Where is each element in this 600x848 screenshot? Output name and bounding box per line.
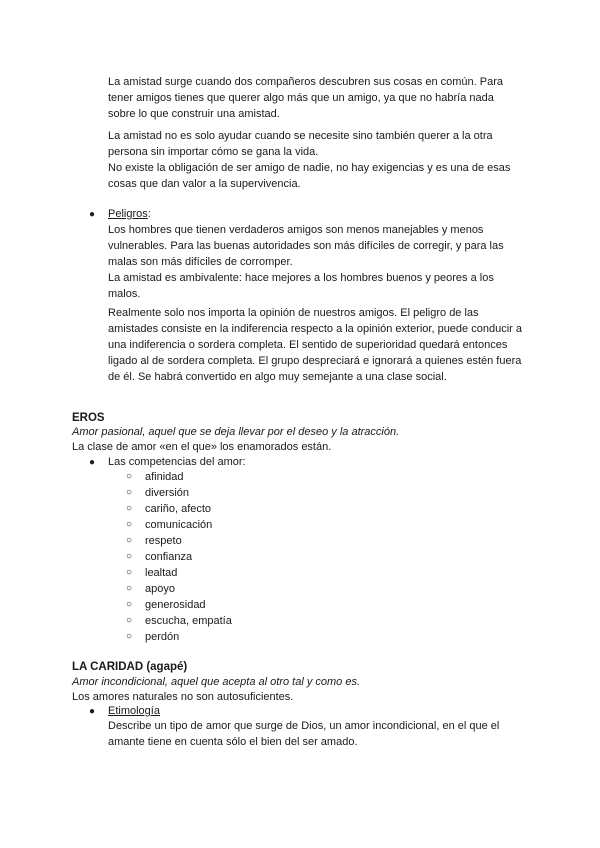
circle-bullet-icon: ○ — [126, 631, 133, 642]
caridad-heading: LA CARIDAD (agapé) — [72, 661, 188, 673]
eros-definition: Amor pasional, aquel que se deja llevar por el deseo y la atracción. — [72, 426, 400, 438]
bullet-icon: ● — [89, 457, 96, 468]
amistad-paragraph-2 — [108, 128, 510, 192]
caridad-paragraph — [108, 718, 499, 750]
circle-bullet-icon: ○ — [126, 599, 133, 610]
text-line: La amistad surge cuando dos compañeros descubren sus cosas en común. Para — [108, 76, 504, 88]
list-item-text: escucha, empatía — [145, 615, 232, 627]
list-item-text: cariño, afecto — [145, 503, 212, 515]
list-item-text: confianza — [145, 551, 193, 563]
text-line: amante tiene en cuenta sólo el bien del ser amado. — [108, 736, 358, 748]
circle-bullet-icon: ○ — [126, 583, 133, 594]
text-line: vulnerables. Para las buenas autoridades son más difíciles de corregir, y para las — [108, 240, 504, 252]
list-item-text: generosidad — [145, 599, 206, 611]
peligros-label: Peligros — [108, 208, 148, 220]
amistad-paragraph-1 — [108, 74, 503, 122]
peligros-heading — [108, 206, 151, 222]
text-line: tener amigos tienes que querer algo más que un amigo, ya que no habría nada — [108, 92, 494, 104]
amistad-paragraph-4 — [108, 305, 522, 385]
circle-bullet-icon: ○ — [126, 471, 133, 482]
caridad-definition: Amor incondicional, aquel que acepta al otro tal y como es. — [72, 676, 360, 688]
text-line: de él. Se habrá convertido en algo muy semejante a una clase social. — [108, 371, 447, 383]
text-line: La amistad es ambivalente: hace mejores a los hombres buenos y peores a los — [108, 272, 494, 284]
text-line: No existe la obligación de ser amigo de nadie, no hay exigencias y es una de esas — [108, 162, 511, 174]
circle-bullet-icon: ○ — [126, 519, 133, 530]
circle-bullet-icon: ○ — [126, 503, 133, 514]
list-item-text: lealtad — [145, 567, 178, 579]
amistad-paragraph-3 — [108, 222, 504, 302]
text-line: sobre lo que construir una amistad. — [108, 108, 280, 120]
text-line: cosas que dan valor a la supervivencia. — [108, 178, 301, 190]
text-line: malos. — [108, 288, 141, 300]
list-item-text: respeto — [145, 535, 182, 547]
text-line: La amistad no es solo ayudar cuando se necesite sino también querer a la otra — [108, 130, 493, 142]
bullet-icon: ● — [89, 209, 96, 220]
text-line: persona sin importar cómo se gana la vida. — [108, 146, 319, 158]
peligros-colon: : — [147, 208, 151, 220]
circle-bullet-icon: ○ — [126, 535, 133, 546]
circle-bullet-icon: ○ — [126, 615, 133, 626]
caridad-description: Los amores naturales no son autosuficientes. — [72, 691, 294, 703]
list-item-text: afinidad — [145, 471, 184, 483]
eros-description: La clase de amor «en el que» los enamorados están. — [72, 441, 332, 453]
text-line: una indiferencia o sordera completa. El sentido de superioridad quedará entonces — [108, 339, 508, 351]
circle-bullet-icon: ○ — [126, 551, 133, 562]
eros-competencias-label: Las competencias del amor: — [108, 456, 246, 468]
bullet-icon: ● — [89, 706, 96, 717]
list-item-text: apoyo — [145, 583, 175, 595]
list-item-text: comunicación — [145, 519, 213, 531]
eros-heading: EROS — [72, 412, 105, 424]
text-line: Los hombres que tienen verdaderos amigos son menos manejables y menos — [108, 224, 484, 236]
list-item-text: perdón — [145, 631, 180, 643]
circle-bullet-icon: ○ — [126, 487, 133, 498]
text-line: ligado al de sordera completa. El grupo despreciará e ignorará a quienes estén fuera — [108, 355, 522, 367]
text-line: amistades consiste en la indiferencia respecto a la opinión exterior, puede conducir a — [108, 323, 522, 335]
text-line: Realmente solo nos importa la opinión de nuestros amigos. El peligro de las — [108, 307, 479, 319]
etimologia-label: Etimología — [108, 705, 160, 717]
circle-bullet-icon: ○ — [126, 567, 133, 578]
list-item-text: diversión — [145, 487, 190, 499]
text-line: Describe un tipo de amor que surge de Dios, un amor incondicional, en el que el — [108, 720, 500, 732]
text-line: malas son más difíciles de corromper. — [108, 256, 293, 268]
